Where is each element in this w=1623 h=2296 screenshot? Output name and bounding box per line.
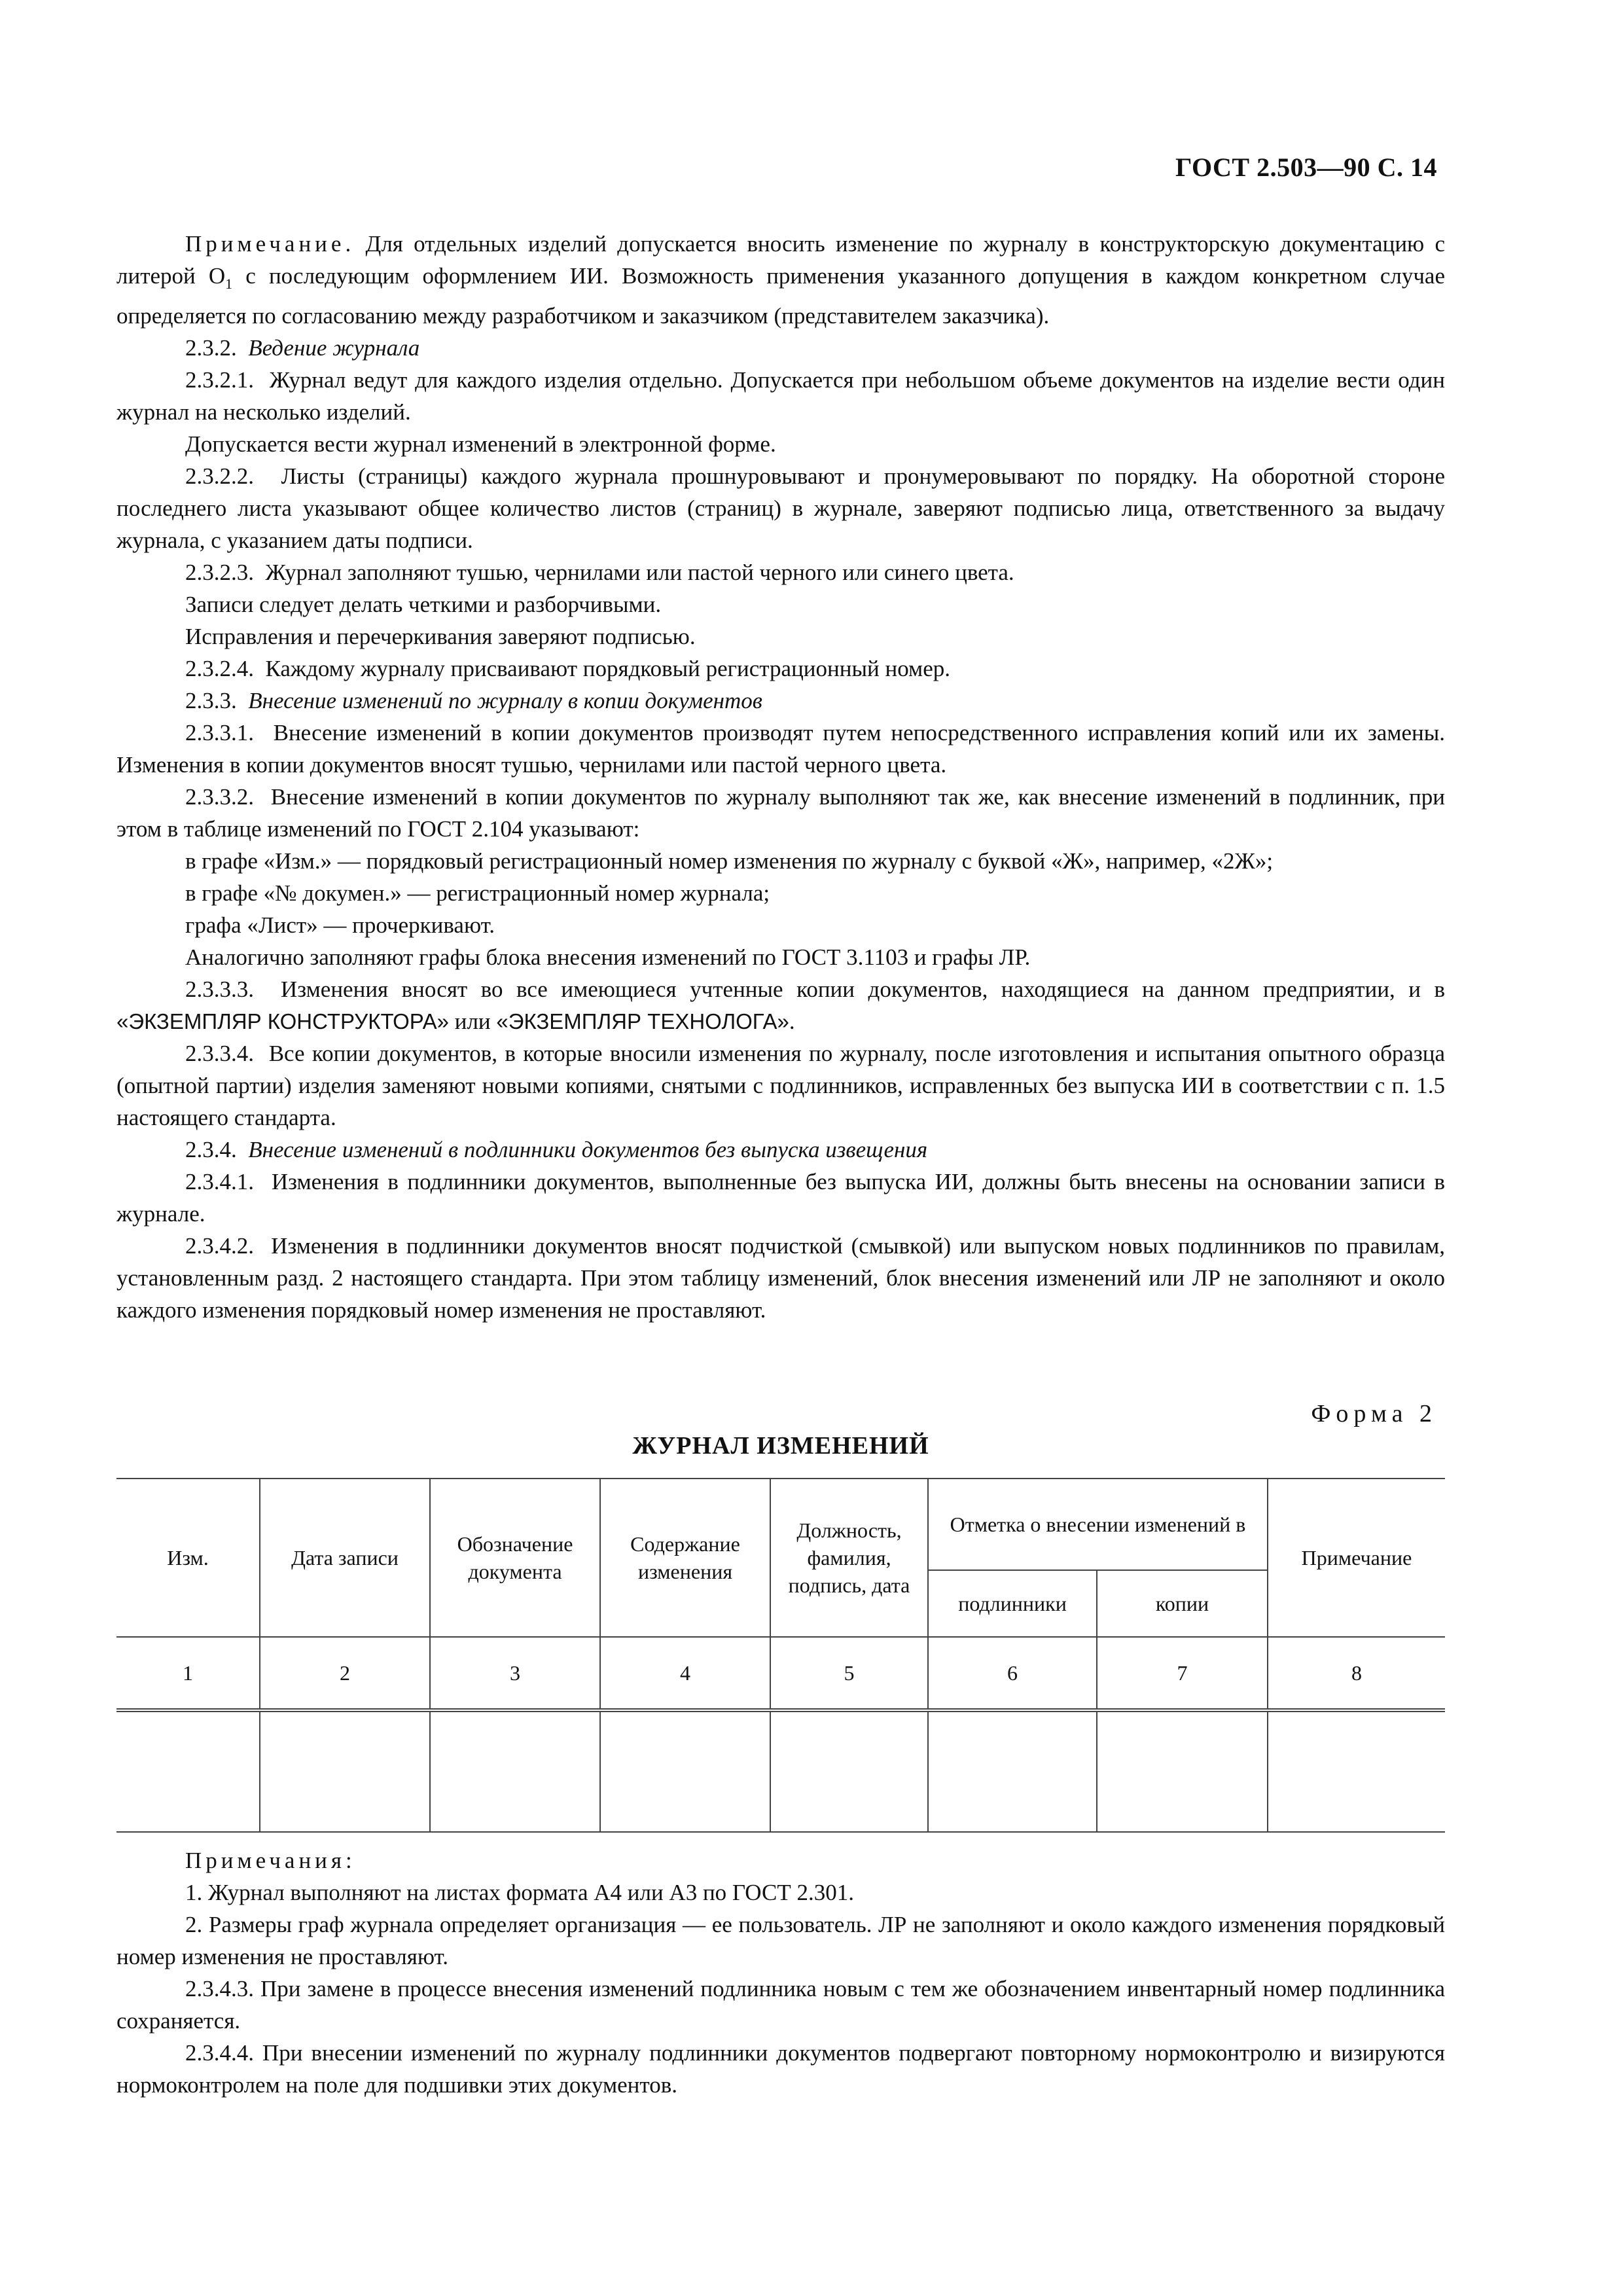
col-note: Примечание	[1268, 1479, 1445, 1637]
col-number: 2	[260, 1637, 430, 1710]
table-title: ЖУРНАЛ ИЗМЕНЕНИЙ	[632, 1432, 929, 1460]
empty-cell	[1097, 1710, 1268, 1832]
paragraph	[116, 845, 1445, 877]
paragraph-text: Листы (страницы) каждого журнала прошнуровывают и пронумеровывают по порядку. На оборотной стороне последнего листа указывают общее количество листов (страниц) в журнале, заверяют подписью лица, ответственного за выдачу журнала, с указанием даты подписи.	[116, 463, 1446, 553]
paragraph	[116, 685, 1445, 717]
paragraph-number: 2.3.3.2.	[185, 784, 254, 810]
col-copy: копии	[1097, 1570, 1268, 1637]
paragraph-text: Изменения в подлинники документов, выполненные без выпуска ИИ, должны быть внесены на основании записи в журнале.	[116, 1169, 1446, 1227]
paragraph-text: Журнал ведут для каждого изделия отдельно. Допускается при небольшом объеме документов на изделие вести один журнал на несколько изделий.	[116, 367, 1445, 425]
section-title: Внесение изменений в подлинники документов без выпуска извещения	[248, 1137, 928, 1162]
paragraph	[116, 941, 1445, 973]
paragraph-number: 2.3.4.	[185, 1137, 237, 1162]
paragraph-number: 2.3.2.3.	[185, 560, 254, 585]
note-item: 1. Журнал выполняют на листах формата А4 или А3 по ГОСТ 2.301.	[185, 1880, 854, 1905]
col-number: 1	[116, 1637, 260, 1710]
paragraph-number: 2.3.2.4.	[185, 656, 254, 681]
empty-cell	[260, 1710, 430, 1832]
paragraph-number: 2.3.4.1.	[185, 1169, 254, 1194]
paragraph-number: 2.3.3.4.	[185, 1041, 254, 1066]
note-item: 2.3.4.4. При внесении изменений по журналу подлинники документов подвергают повторному нормоконтролю и визируются нормоконтролем на поле для подшивки этих документов.	[116, 2040, 1445, 2098]
paragraph-text: Журнал заполняют тушью, чернилами или пастой черного или синего цвета.	[265, 560, 1014, 585]
paragraph	[116, 653, 1445, 685]
section-title: Ведение журнала	[248, 335, 420, 361]
paragraph-number: 2.3.3.1.	[185, 720, 254, 745]
paragraph	[116, 717, 1445, 781]
paragraph-number: 2.3.3.	[185, 688, 237, 713]
note-item: 2.3.4.3. При замене в процессе внесения изменений подлинника новым с тем же обозначением инвентарный номер подлинника сохраняется.	[116, 1976, 1445, 2034]
paragraph-text: Каждому журналу присваивают порядковый регистрационный номер.	[265, 656, 950, 681]
col-date: Дата записи	[260, 1479, 430, 1637]
paragraph-text: Записи следует делать четкими и разборчивыми.	[185, 592, 662, 617]
paragraph-text: Внесение изменений в копии документов производят путем непосредственного исправления копий или их замены. Изменения в копии документов вносят тушью, чернилами или пастой черного цвета.	[116, 720, 1446, 778]
paragraph-text: графа «Лист» — прочеркивают.	[185, 912, 495, 938]
empty-cell	[928, 1710, 1097, 1832]
note-label: Примечание.	[185, 231, 355, 257]
paragraph	[116, 877, 1445, 909]
paragraph-text: Исправления и перечеркивания заверяют подписью.	[185, 624, 696, 649]
col-number: 4	[600, 1637, 770, 1710]
col-content: Содержание изменения	[600, 1479, 770, 1637]
paragraph	[116, 781, 1445, 845]
empty-cell	[770, 1710, 928, 1832]
note-item: 2. Размеры граф журнала определяет организация — ее пользователь. ЛР не заполняют и около каждого изменения порядковый номер изменения не проставляют.	[116, 1912, 1445, 1969]
paragraph-number: 2.3.4.2.	[185, 1233, 254, 1259]
paragraph	[116, 1230, 1445, 1326]
col-orig: подлинники	[928, 1570, 1097, 1637]
col-number: 5	[770, 1637, 928, 1710]
paragraph	[116, 556, 1445, 588]
col-position: Должность, фамилия, подпись, дата	[770, 1479, 928, 1637]
col-number: 7	[1097, 1637, 1268, 1710]
paragraph	[116, 1134, 1445, 1166]
paragraph-text: в графе «Изм.» — порядковый регистрационный номер изменения по журналу с буквой «Ж», например, «2Ж»;	[185, 848, 1274, 874]
paragraph-text: Аналогично заполняют графы блока внесения изменений по ГОСТ 3.1103 и графы ЛР.	[185, 944, 1031, 970]
journal-table	[116, 1478, 1445, 1833]
note-paragraph: Примечание. Для отдельных изделий допускается вносить изменение по журналу в конструкторскую документацию с литерой $О_1$ с последующим оформлением ИИ. Возможность применения указанного допущения в каждом конкретном случае определяется по согласованию между разработчиком и заказчиком (представителем заказчика).	[116, 231, 1445, 329]
paragraph	[116, 460, 1445, 556]
paragraph-text: в графе «№ докумен.» — регистрационный номер журнала;	[185, 880, 770, 906]
paragraph	[116, 428, 1445, 460]
col-doc: Обозначение документа	[430, 1479, 600, 1637]
paragraph	[116, 1166, 1445, 1230]
paragraph-text: Изменения в подлинники документов вносят подчисткой (смывкой) или выпуском новых подлинников по правилам, установленным разд. 2 настоящего стандарта. При этом таблицу изменений, блок внесения изменений или ЛР не заполняют и около каждого изменения порядковый номер изменения не проставляют.	[116, 1233, 1446, 1323]
notes-block	[116, 1844, 1445, 2101]
paragraph	[116, 588, 1445, 620]
col-izm: Изм.	[116, 1479, 260, 1637]
section-title: Внесение изменений по журналу в копии документов	[248, 688, 762, 713]
paragraph-text: Все копии документов, в которые вносили изменения по журналу, после изготовления и испытания опытного образца (опытной партии) изделия заменяют новыми копиями, снятыми с подлинников, исправленных без выпуска ИИ в соответствии с п. 1.5 настоящего стандарта.	[116, 1041, 1446, 1130]
paragraph-2-3-3-3: 2.3.3.3. Изменения вносят во все имеющиеся учтенные копии документов, находящиеся на данном предприятии, и в «ЭКЗЕМПЛЯР КОНСТРУКТОРА» или «ЭКЗЕМПЛЯР ТЕХНОЛОГА».	[116, 977, 1445, 1034]
col-number: 8	[1268, 1637, 1445, 1710]
empty-cell	[600, 1710, 770, 1832]
col-mark: Отметка о внесении изменений в	[928, 1479, 1268, 1570]
paragraph	[116, 364, 1445, 428]
paragraph-text: Допускается вести журнал изменений в электронной форме.	[185, 431, 776, 457]
paragraph-number: 2.3.2.	[185, 335, 237, 361]
paragraph	[116, 1037, 1445, 1134]
form-label: Форма 2	[1311, 1400, 1437, 1427]
empty-cell	[1268, 1710, 1445, 1832]
paragraph-number: 2.3.2.1.	[185, 367, 254, 393]
page-header: ГОСТ 2.503—90 С. 14	[1175, 152, 1437, 182]
paragraphs-block-1	[116, 332, 1445, 973]
col-number: 6	[928, 1637, 1097, 1710]
notes-label: Примечания:	[185, 1848, 356, 1873]
empty-cell	[430, 1710, 600, 1832]
col-number: 3	[430, 1637, 600, 1710]
body-text	[116, 228, 1445, 1326]
paragraph-text: Внесение изменений в копии документов по журналу выполняют так же, как внесение изменений в подлинник, при этом в таблице изменений по ГОСТ 2.104 указывают:	[116, 784, 1445, 842]
paragraph	[116, 620, 1445, 653]
empty-cell	[116, 1710, 260, 1832]
paragraph-number: 2.3.2.2.	[185, 463, 254, 489]
paragraph	[116, 332, 1445, 364]
paragraphs-block-2	[116, 1037, 1445, 1326]
paragraph	[116, 909, 1445, 941]
